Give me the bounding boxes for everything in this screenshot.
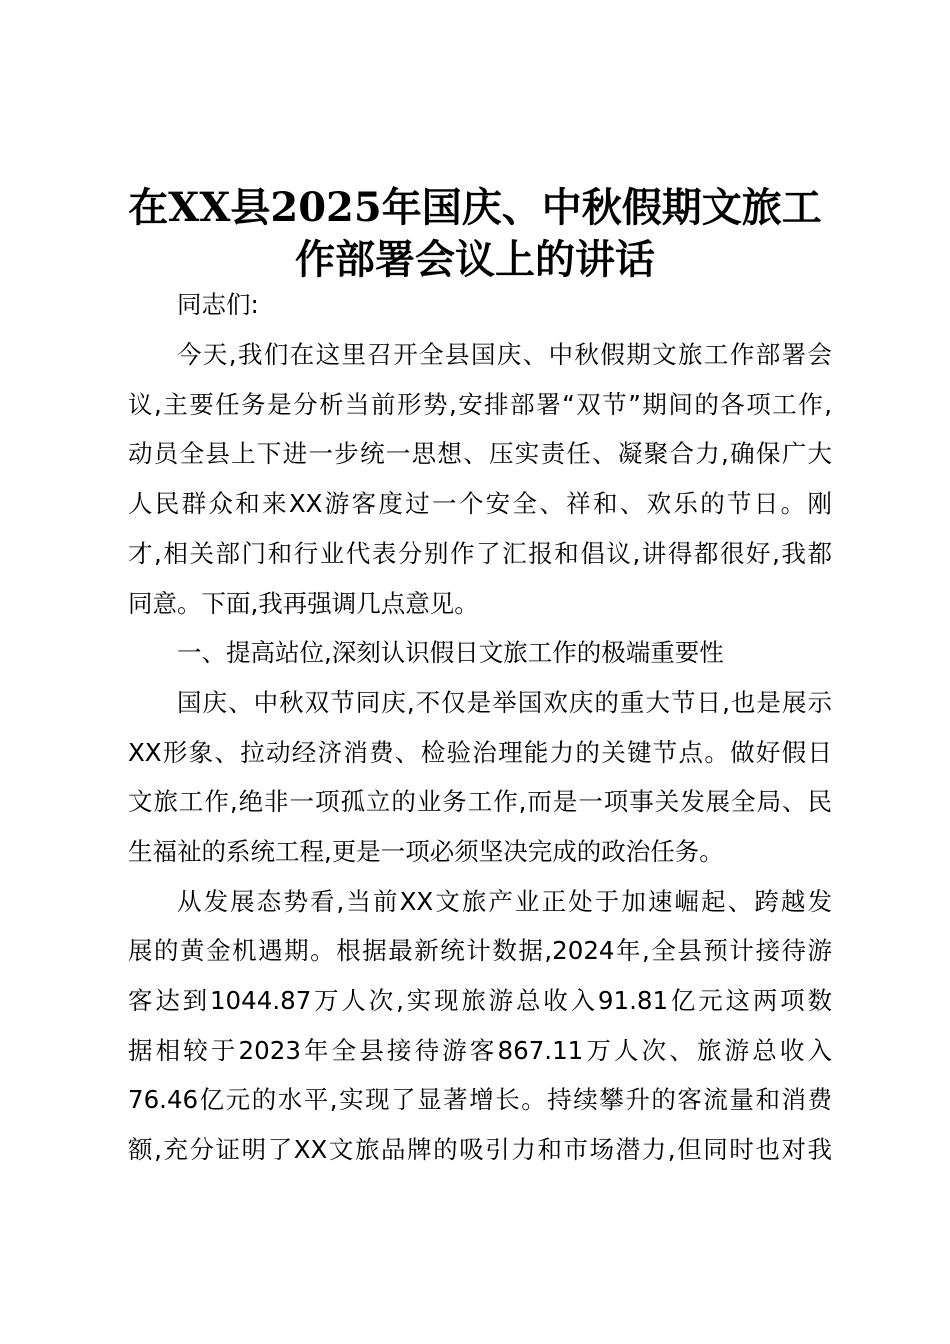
paragraph-3-line-3: 客达到1044.87万人次,实现旅游总收入91.81亿元这两项数 — [128, 986, 832, 1015]
paragraph-2-line-3: 文旅工作,绝非一项孤立的业务工作,而是一项事关发展全局、民 — [128, 787, 832, 816]
section-heading-1: 一、提高站位,深刻认识假日文旅工作的极端重要性 — [177, 638, 724, 667]
paragraph-3-line-6: 额,充分证明了XX文旅品牌的吸引力和市场潜力,但同时也对我 — [128, 1135, 832, 1164]
paragraph-1-line-4: 人民群众和来XX游客度过一个安全、祥和、欢乐的节日。刚 — [128, 489, 832, 518]
paragraph-3-line-5: 76.46亿元的水平,实现了显著增长。持续攀升的客流量和消费 — [128, 1085, 832, 1114]
paragraph-1-line-6: 同意。下面,我再强调几点意见。 — [128, 589, 479, 618]
salutation: 同志们: — [177, 290, 259, 319]
document-title-line-2: 作部署会议上的讲话 — [295, 236, 655, 283]
paragraph-1-line-1: 今天,我们在这里召开全县国庆、中秋假期文旅工作部署会 — [177, 340, 832, 369]
paragraph-2-line-4: 生福祉的系统工程,更是一项必须坚决完成的政治任务。 — [128, 837, 724, 866]
paragraph-2-line-2: XX形象、拉动经济消费、检验治理能力的关键节点。做好假日 — [128, 738, 832, 767]
paragraph-2-line-1: 国庆、中秋双节同庆,不仅是举国欢庆的重大节日,也是展示 — [177, 688, 832, 717]
paragraph-3-line-4: 据相较于2023年全县接待游客867.11万人次、旅游总收入 — [128, 1036, 832, 1065]
paragraph-1-line-2: 议,主要任务是分析当前形势,安排部署“双节”期间的各项工作, — [128, 390, 832, 419]
document-title-line-1: 在XX县2025年国庆、中秋假期文旅工 — [128, 184, 822, 231]
paragraph-1-line-5: 才,相关部门和行业代表分别作了汇报和倡议,讲得都很好,我都 — [128, 539, 832, 568]
paragraph-3-line-2: 展的黄金机遇期。根据最新统计数据,2024年,全县预计接待游 — [128, 936, 832, 965]
paragraph-3-line-1: 从发展态势看,当前XX文旅产业正处于加速崛起、跨越发 — [177, 887, 832, 916]
paragraph-1-line-3: 动员全县上下进一步统一思想、压实责任、凝聚合力,确保广大 — [128, 439, 832, 468]
